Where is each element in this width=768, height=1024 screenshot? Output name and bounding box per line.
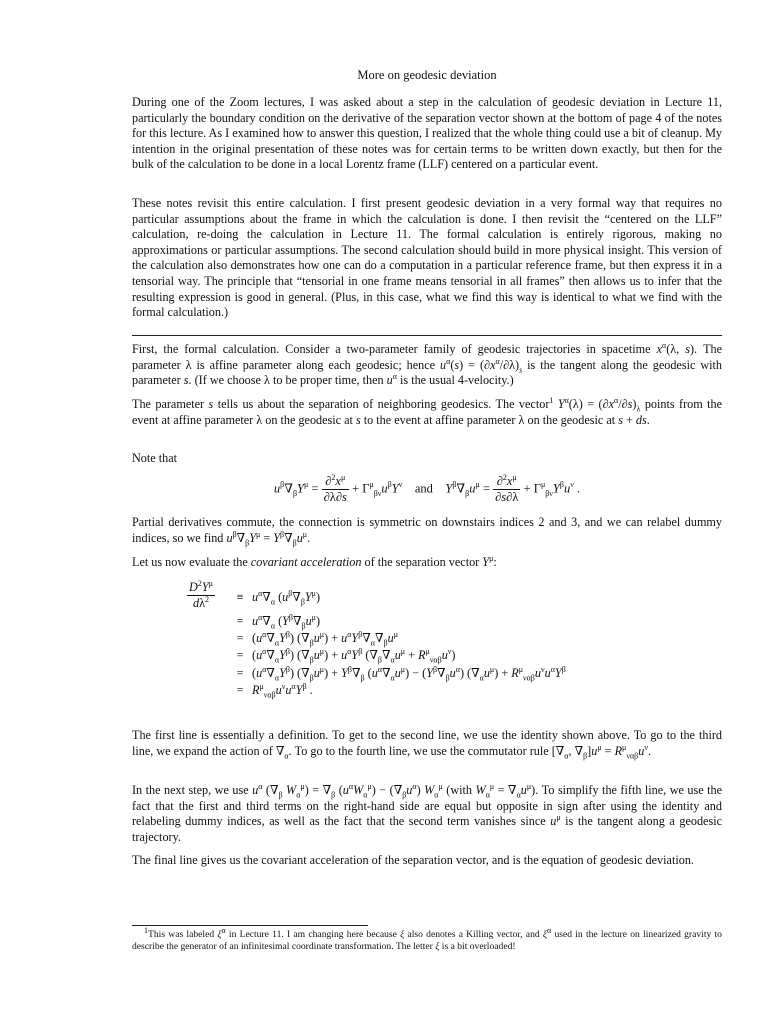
note-that: Note that bbox=[132, 451, 178, 465]
paragraph-commute: Partial derivatives commute, the connection is symmetric on downstairs indices 2 and 3, and we can relabel dummy indices, so we find $u^\beta\nabla_\beta Y^\mu = Y^\beta\nabla_\beta u^\mu$. bbox=[132, 515, 722, 548]
paragraph-evaluate: Let us now evaluate the covariant acceleration of the separation vector $Y^\mu$: bbox=[132, 553, 497, 569]
paragraph-overview: These notes revisit this entire calculation. I first present geodesic deviation in a very formal way that requires no particular assumptions about the frame in which the calculation is done. I then revisit the “centered on the LLF” calculation, re-doing the calculation in Lecture 11. The formal calculation is entirely rigorous, making no approximations or particular assumptions. The second calculation should build in more physical insight. This version of the calculation also demonstrates how one can do a computation in a particular reference frame, but then express it in a tensorial way. The principle that “tensorial in one frame means tensorial in all frames” then allows us to infer that the resulting expression is good in general. (Plus, in this case, what we find this way is identical to what we find with the formal calculation.) bbox=[132, 196, 722, 320]
identity-equation: $u^\beta\nabla_\beta Y^\mu$ = $\frac{\partial^2x^\mu}{\partial\lambda\partial s}$ + $\Gamma^\mu_{\beta\nu}u^\beta Y^\nu$ and $Y^\beta\nabla_\beta u^\mu$ = $\frac{\partial^2x^\mu}{\partial s\partial\lambda}$ + $\Gamma^\mu_{\beta\nu}Y^\beta u^\nu$ . bbox=[273, 472, 581, 504]
footnote: $^1$This was labeled $\xi^\alpha$ in Lecture 11. I am changing here because ξ also denotes a Killing vector, and $\xi^\alpha$ used in the lecture on linearized gravity to describe the generator of an infinitesimal coordinate transformation. The letter ξ is a bit overloaded! bbox=[132, 925, 722, 952]
paragraph-final: The final line gives us the covariant acceleration of the separation vector, and is the equation of geodesic deviation. bbox=[132, 853, 694, 867]
paragraph-explain-lines: The first line is essentially a definition. To get to the second line, we use the identity shown above. To go to the third line, we expand the action of $\nabla_\alpha$. To go to the fourth line, we use the commutator rule [$\nabla_\alpha$, $\nabla_\beta]u^\mu = R^\mu_{\nu\alpha\beta}u^\nu$. bbox=[132, 728, 722, 761]
footnote-rule bbox=[132, 925, 368, 926]
paragraph-intro: During one of the Zoom lectures, I was asked about a step in the calculation of geodesic deviation in Lecture 11, particularly the boundary condition on the derivative of the separation vector shown at the bottom of page 4 of the notes for this lecture. As I examined how to answer this question, I realized that the whole thing could use a bit of cleanup. My intention in the original presentation of these notes was for certain terms to be written down exactly, but then for the bulk of the calculation to be done in a local Lorentz frame (LLF) centered on a particular event. bbox=[132, 95, 722, 172]
paragraph-formal-setup: First, the formal calculation. Consider a two-parameter family of geodesic trajectories in spacetime $x^\alpha(\lambda$, s). The parameter λ is affine parameter along each geodesic; hence $u^\alpha(s) = (\partial x^\alpha/\partial\lambda)_s$ is the tangent along the geodesic with parameter s. (If we choose λ to be proper time, then $u^\alpha$ is the usual 4-velocity.) bbox=[132, 340, 723, 388]
paragraph-separation: The parameter s tells us about the separation of neighboring geodesics. The vector$^1$ $Y^\alpha(\lambda) = (\partial x^\alpha/\partial s)_\lambda$ points from the event at affine parameter λ on the geodesic at s to the event at affine parameter λ on the geodesic at s + ds. bbox=[132, 395, 723, 427]
paragraph-next-step: In the next step, we use $u^\alpha$ ($\nabla_\beta$ $W_\alpha^\mu) = \nabla_\beta$ $(u^\alpha W_\alpha^\mu) - (\nabla_\beta u^\alpha)$ $W_\alpha^\mu$ (with $W_\alpha^\mu = \nabla_\alpha u^\mu$). To simplify the fifth line, we use the fact that the first and third terms on the right-hand side are equal but opposite in sign after using the identity and relabeling dummy indices, as well as the fact that the second term vanishes since $u^\mu$ is the tangent along a geodesic trajectory. bbox=[132, 781, 723, 844]
page-title: More on geodesic deviation bbox=[357, 68, 497, 82]
section-rule bbox=[132, 335, 722, 336]
